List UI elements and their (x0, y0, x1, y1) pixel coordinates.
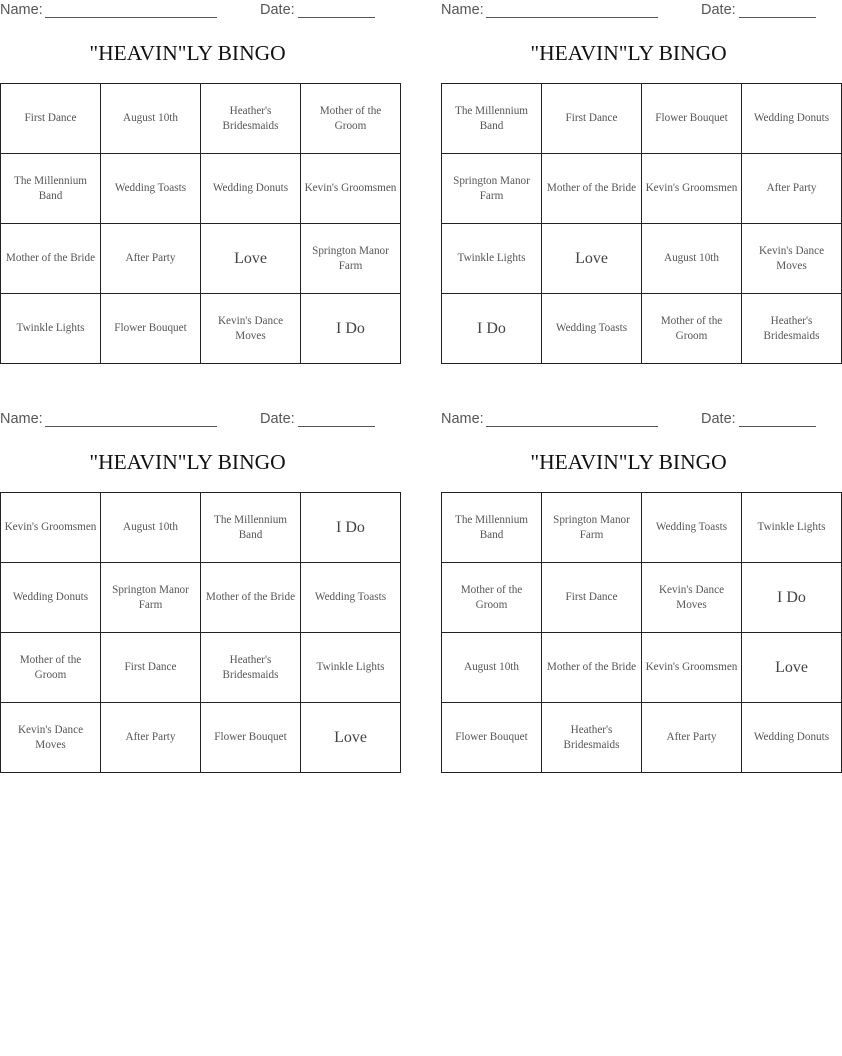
bingo-cell: Twinkle Lights (442, 224, 542, 294)
bingo-cell: After Party (101, 703, 201, 773)
bingo-cell: Love (742, 633, 842, 703)
grid-row (442, 224, 842, 294)
bingo-cell: The Millennium Band (201, 493, 301, 563)
bingo-cell: August 10th (642, 224, 742, 294)
grid-row (1, 294, 401, 364)
bingo-cell: Flower Bouquet (201, 703, 301, 773)
date-label: Date: (260, 411, 295, 427)
date-blank-line (298, 17, 375, 18)
grid-row (1, 84, 401, 154)
bingo-cell: Flower Bouquet (101, 294, 201, 364)
card-header (441, 2, 816, 20)
bingo-cell: Mother of the Groom (1, 633, 101, 703)
grid-row (1, 493, 401, 563)
bingo-cell: August 10th (101, 493, 201, 563)
grid-row (442, 84, 842, 154)
bingo-cell: August 10th (101, 84, 201, 154)
bingo-cell: First Dance (101, 633, 201, 703)
bingo-cell: Kevin's Dance Moves (742, 224, 842, 294)
bingo-cell: I Do (301, 294, 401, 364)
card-title: "HEAVIN"LY BINGO (530, 450, 727, 474)
grid-row (1, 563, 401, 633)
name-blank-line (45, 17, 217, 18)
bingo-cell: Heather's Bridesmaids (201, 633, 301, 703)
bingo-cell: I Do (742, 563, 842, 633)
bingo-cell: Kevin's Groomsmen (301, 154, 401, 224)
card-title: "HEAVIN"LY BINGO (89, 41, 286, 65)
name-label: Name: (441, 2, 484, 18)
grid-row (442, 154, 842, 224)
grid-row (1, 154, 401, 224)
bingo-cell: Mother of the Bride (1, 224, 101, 294)
bingo-cell: Springton Manor Farm (442, 154, 542, 224)
date-label: Date: (701, 2, 736, 18)
bingo-cell: I Do (301, 493, 401, 563)
bingo-cell: Mother of the Groom (642, 294, 742, 364)
bingo-cell: I Do (442, 294, 542, 364)
date-blank-line (298, 426, 375, 427)
date-blank-line (739, 17, 816, 18)
bingo-cell: Springton Manor Farm (542, 493, 642, 563)
grid-row (1, 633, 401, 703)
date-label: Date: (260, 2, 295, 18)
bingo-cell: Mother of the Groom (301, 84, 401, 154)
bingo-cell: Wedding Toasts (542, 294, 642, 364)
bingo-grid (0, 492, 401, 773)
bingo-cell: Twinkle Lights (301, 633, 401, 703)
bingo-card (441, 409, 830, 781)
bingo-cell: Mother of the Groom (442, 563, 542, 633)
bingo-cell: Kevin's Groomsmen (642, 633, 742, 703)
bingo-cell: Kevin's Groomsmen (642, 154, 742, 224)
bingo-cell: Kevin's Dance Moves (1, 703, 101, 773)
name-blank-line (45, 426, 217, 427)
bingo-cell: The Millennium Band (1, 154, 101, 224)
name-blank-line (486, 17, 658, 18)
bingo-cell: Love (301, 703, 401, 773)
bingo-cell: Heather's Bridesmaids (742, 294, 842, 364)
date-blank-line (739, 426, 816, 427)
bingo-cell: First Dance (1, 84, 101, 154)
bingo-cell: Wedding Donuts (742, 84, 842, 154)
bingo-cell: Mother of the Bride (201, 563, 301, 633)
name-blank-line (486, 426, 658, 427)
bingo-cell: Love (201, 224, 301, 294)
grid-row (442, 294, 842, 364)
grid-row (442, 633, 842, 703)
bingo-cell: Wedding Donuts (1, 563, 101, 633)
card-title: "HEAVIN"LY BINGO (530, 41, 727, 65)
bingo-cell: First Dance (542, 84, 642, 154)
bingo-cell: Wedding Donuts (742, 703, 842, 773)
bingo-cell: After Party (101, 224, 201, 294)
card-header (441, 411, 816, 429)
bingo-cell: Wedding Toasts (101, 154, 201, 224)
bingo-cell: Twinkle Lights (742, 493, 842, 563)
card-header (0, 2, 375, 20)
bingo-cell: Kevin's Dance Moves (201, 294, 301, 364)
bingo-cell: Mother of the Bride (542, 633, 642, 703)
name-label: Name: (0, 2, 43, 18)
grid-row (1, 703, 401, 773)
grid-row (442, 703, 842, 773)
bingo-cell: Springton Manor Farm (101, 563, 201, 633)
bingo-grid (441, 83, 842, 364)
date-label: Date: (701, 411, 736, 427)
bingo-cell: August 10th (442, 633, 542, 703)
grid-row (442, 563, 842, 633)
bingo-cell: Flower Bouquet (642, 84, 742, 154)
bingo-cell: After Party (642, 703, 742, 773)
bingo-card (441, 0, 830, 372)
name-label: Name: (0, 411, 43, 427)
bingo-card (0, 409, 387, 781)
bingo-cell: Love (542, 224, 642, 294)
bingo-cell: Wedding Toasts (642, 493, 742, 563)
bingo-grid (0, 83, 401, 364)
bingo-cell: The Millennium Band (442, 493, 542, 563)
card-header (0, 411, 375, 429)
bingo-cell: Heather's Bridesmaids (201, 84, 301, 154)
bingo-cell: First Dance (542, 563, 642, 633)
name-label: Name: (441, 411, 484, 427)
bingo-card (0, 0, 397, 372)
card-title: "HEAVIN"LY BINGO (89, 450, 286, 474)
bingo-cell: Twinkle Lights (1, 294, 101, 364)
grid-row (442, 493, 842, 563)
bingo-cell: After Party (742, 154, 842, 224)
bingo-cell: The Millennium Band (442, 84, 542, 154)
bingo-cell: Wedding Donuts (201, 154, 301, 224)
bingo-cell: Wedding Toasts (301, 563, 401, 633)
bingo-cell: Kevin's Groomsmen (1, 493, 101, 563)
bingo-cell: Springton Manor Farm (301, 224, 401, 294)
bingo-cell: Flower Bouquet (442, 703, 542, 773)
bingo-cell: Mother of the Bride (542, 154, 642, 224)
bingo-cell: Kevin's Dance Moves (642, 563, 742, 633)
grid-row (1, 224, 401, 294)
bingo-cell: Heather's Bridesmaids (542, 703, 642, 773)
bingo-grid (441, 492, 842, 773)
